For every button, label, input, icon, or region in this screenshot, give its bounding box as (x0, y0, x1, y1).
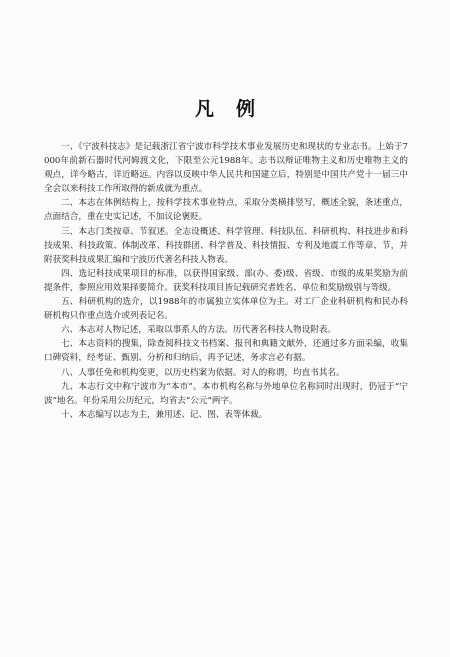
paragraph-4: 四、选记科技成果项目的标准，以获得国家级、部(办、委)级、省级、市级的成果奖励为前提条件，参照应用效果择要简介。获奖科技项目皆记载研究者姓名、单位和奖励级别与等级。 (44, 268, 408, 293)
paragraph-3: 三、本志门类按章、节叙述。全志设概述、科学管理、科技队伍、科研机构、科技进步和科技成果、科技政策、体制改革、科技群团、科学普及、科技情报、专利及地震工作等章、节，并附获奖科技成果汇编和宁波历代著名科技人物表。 (44, 226, 408, 265)
paragraph-7: 七、本志资料的搜集，除查阅科技文书档案、报刊和典籍文献外，还通过多方面采编，收集口碑资料，经考证、甄别、分析和归纳后，再予记述，务求言必有据。 (44, 339, 408, 364)
paragraph-9: 九、本志行文中称宁波市为“本市”。本市机构名称与外地单位名称同时出现时，仍冠于“宁波”地名。年份采用公历纪元，均省去“公元”两字。 (44, 381, 408, 406)
paragraph-8: 八、人事任免和机构变更，以历史档案为依据。对人的称谓，均直书其名。 (61, 367, 345, 378)
document-body (44, 140, 408, 422)
paragraph-1: 一、《宁波科技志》是记载浙江省宁波市科学技术事业发展历史和现状的专业志书。上始于7000年前新石器时代河姆渡文化，下限至公元1988年。志书以辩证唯物主义和历史唯物主义的观点，详今略古，详近略远。内容以反映中华人民共和国建立后，特别是中国共产党十一届三中全会以来科技工作所取得的新成就为重点。 (44, 142, 408, 195)
paragraph-6: 六、本志对人物记述，采取以事系人的方法。历代著名科技人物设附表。 (61, 325, 337, 336)
paragraph-5: 五、科研机构的选介，以1988年的市属独立实体单位为主。对工厂企业科研机构和民办科研机构只作重点选介或列表记名。 (44, 297, 408, 322)
paragraph-10: 十、本志编写以志为主，兼用述、记、图、表等体裁。 (61, 409, 268, 420)
paragraph-2: 二、本志在体例结构上，按科学技术事业特点，采取分类横排竖写，概述全貌，条述重点，点面结合，重在史实记述，不加议论褒贬。 (44, 198, 408, 223)
page-title: 凡例 (194, 98, 277, 120)
